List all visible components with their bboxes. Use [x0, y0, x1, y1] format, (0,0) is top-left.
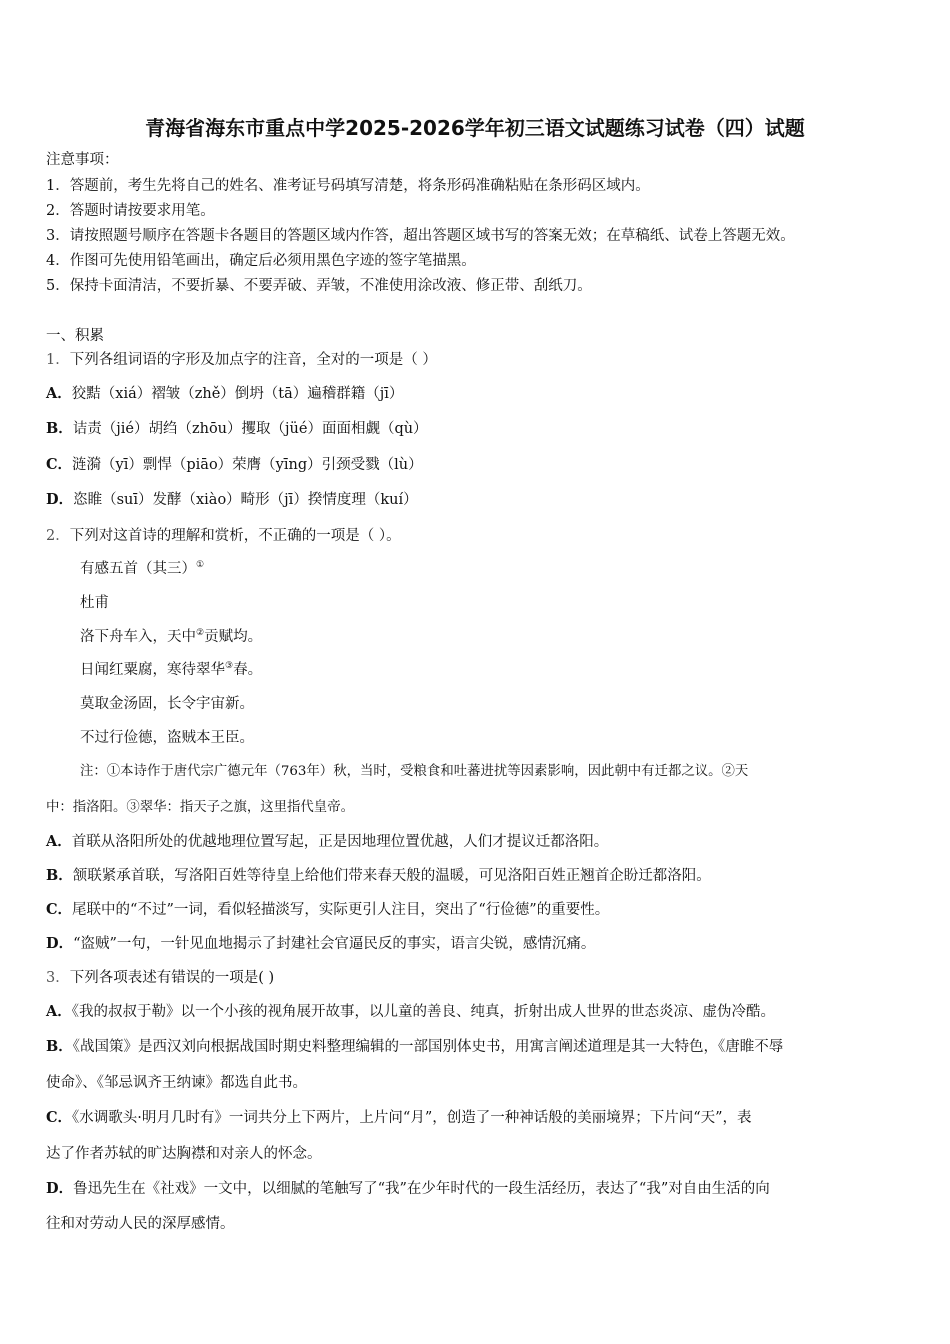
poem-note: 中：指洛阳。③翠华：指天子之旗，这里指代皇帝。 — [46, 800, 354, 815]
option-label: D． — [46, 935, 74, 952]
option-label: C． — [46, 456, 73, 473]
poem-line: 莫取金汤固，长令宇宙新。 — [80, 696, 254, 712]
option-text-continued: 达了作者苏轼的旷达胸襟和对亲人的怀念。 — [46, 1146, 322, 1162]
notice-item: 2．答题时请按要求用笔。 — [46, 203, 215, 219]
option-text: 诘责（jié）胡绉（zhōu）攫取（jüé）面面相觑（qù） — [72, 421, 428, 437]
notice-item: 5．保持卡面清洁，不要折暴、不要弄破、弄皱，不准使用涂改液、修正带、刮纸刀。 — [46, 278, 592, 294]
option-text-continued: 往和对劳动人民的深厚感情。 — [46, 1216, 235, 1232]
question-number: 2． — [46, 528, 70, 544]
question-stem: 下列各项表述有错误的一项是( ) — [69, 970, 275, 986]
q1-option-c — [46, 455, 423, 475]
q2-option-d — [46, 934, 595, 954]
option-text: 尾联中的“不过”一词，看似轻描淡写，实际更引人注目，突出了“行俭德”的重要性。 — [72, 902, 610, 918]
option-label: B． — [46, 867, 73, 884]
notice-item: 3．请按照题号顺序在答题卡各题目的答题区域内作答，超出答题区域书写的答案无效；在草稿纸、试卷上答题无效。 — [46, 228, 795, 244]
poem-text: 日闻红粟腐，寒待翠华 — [80, 662, 225, 678]
question-1 — [46, 350, 437, 370]
notice-item: 1．答题前，考生先将自己的姓名、准考证号码填写清楚，将条形码准确粘贴在条形码区域内。 — [46, 178, 650, 194]
option-label: D． — [46, 491, 74, 508]
poem-line — [80, 660, 262, 680]
option-text: 《战国策》是西汉刘向根据战国时期史料整理编辑的一部国别体史书，用寓言阐述道理是其一大特色，《唐睢不辱 — [72, 1039, 784, 1055]
option-label: D． — [46, 1180, 74, 1197]
q3-option-b — [46, 1037, 783, 1057]
poem-author: 杜甫 — [80, 595, 109, 611]
poem-title-text: 有感五首（其三） — [80, 561, 196, 577]
option-label: A． — [46, 1003, 72, 1020]
poem-title — [80, 559, 204, 579]
poem-line: 不过行俭德，盗贼本王臣。 — [80, 730, 254, 746]
option-text: 颔联紧承首联，写洛阳百姓等待皇上给他们带来春天般的温暖，可见洛阳百姓正翘首企盼迁都洛阳。 — [72, 868, 711, 884]
question-number: 1． — [46, 352, 70, 368]
question-stem: 下列对这首诗的理解和赏析，不正确的一项是（ ）。 — [69, 528, 401, 544]
q3-option-a — [46, 1002, 775, 1022]
option-label: C． — [46, 901, 73, 918]
poem-text: 洛下舟车入，天中 — [80, 629, 196, 645]
question-number: 3． — [46, 970, 70, 986]
section-heading: 一、积累 — [46, 328, 104, 344]
footnote-mark: ③ — [225, 661, 234, 672]
option-text: 首联从洛阳所处的优越地理位置写起，正是因地理位置优越，人们才提议迁都洛阳。 — [71, 834, 609, 850]
option-text: 鲁迅先生在《社戏》一文中，以细腻的笔触写了“我”在少年时代的一段生活经历，表达了“我”对自由生活的向 — [73, 1181, 770, 1197]
option-label: A． — [46, 833, 72, 850]
q1-option-a — [46, 384, 403, 404]
option-text: 《水调歌头·明月几时有》一词共分上下两片，上片问“月”，创造了一种神话般的美丽境界；下片问“天”，表 — [72, 1110, 752, 1126]
option-text: “盗贼”一句，一针见血地揭示了封建社会官逼民反的事实，语言尖锐，感情沉痛。 — [73, 936, 596, 952]
notice-item: 4．作图可先使用铅笔画出，确定后必须用黑色字迹的签字笔描黑。 — [46, 253, 476, 269]
q1-option-d — [46, 490, 418, 510]
question-2 — [46, 526, 401, 546]
q2-option-b — [46, 866, 711, 886]
option-label: C． — [46, 1109, 73, 1126]
option-text: 恣睢（suī）发酵（xiào）畸形（jī）揆情度理（kuí） — [73, 492, 418, 508]
page-title: 青海省海东市重点中学2025-2026学年初三语文试题练习试卷（四）试题 — [145, 116, 805, 140]
footnote-mark: ② — [196, 628, 205, 639]
question-stem: 下列各组词语的字形及加点字的注音，全对的一项是（ ） — [69, 352, 437, 368]
poem-text: 春。 — [233, 662, 263, 678]
question-3 — [46, 968, 274, 988]
option-text: 涟漪（yī）剽悍（piāo）荣膺（yīng）引颈受戮（lù） — [72, 457, 423, 473]
q1-option-b — [46, 419, 428, 439]
notice-heading: 注意事项： — [46, 152, 119, 168]
option-text: 狡黠（xiá）褶皱（zhě）倒坍（tā）遍稽群籍（jī） — [71, 386, 404, 402]
option-text-continued: 使命》、《邹忌讽齐王纳谏》都选自此书。 — [46, 1075, 307, 1091]
poem-text: 贡赋均。 — [204, 629, 263, 645]
q3-option-c — [46, 1108, 752, 1128]
option-text: 《我的叔叔于勒》以一个小孩的视角展开故事，以儿童的善良、纯真，折射出成人世界的世态炎凉、虚伪冷酷。 — [71, 1004, 776, 1020]
q3-option-d — [46, 1179, 770, 1199]
poem-line — [80, 627, 262, 647]
q2-option-a — [46, 832, 608, 852]
footnote-mark: ① — [196, 560, 205, 571]
q2-option-c — [46, 900, 609, 920]
option-label: B． — [46, 1038, 73, 1055]
option-label: A． — [46, 385, 72, 402]
option-label: B． — [46, 420, 73, 437]
poem-note: 注：①本诗作于唐代宗广德元年（763年）秋，当时，受粮食和吐蕃进扰等因素影响，因此朝中有迁都之议。②天 — [80, 764, 749, 779]
